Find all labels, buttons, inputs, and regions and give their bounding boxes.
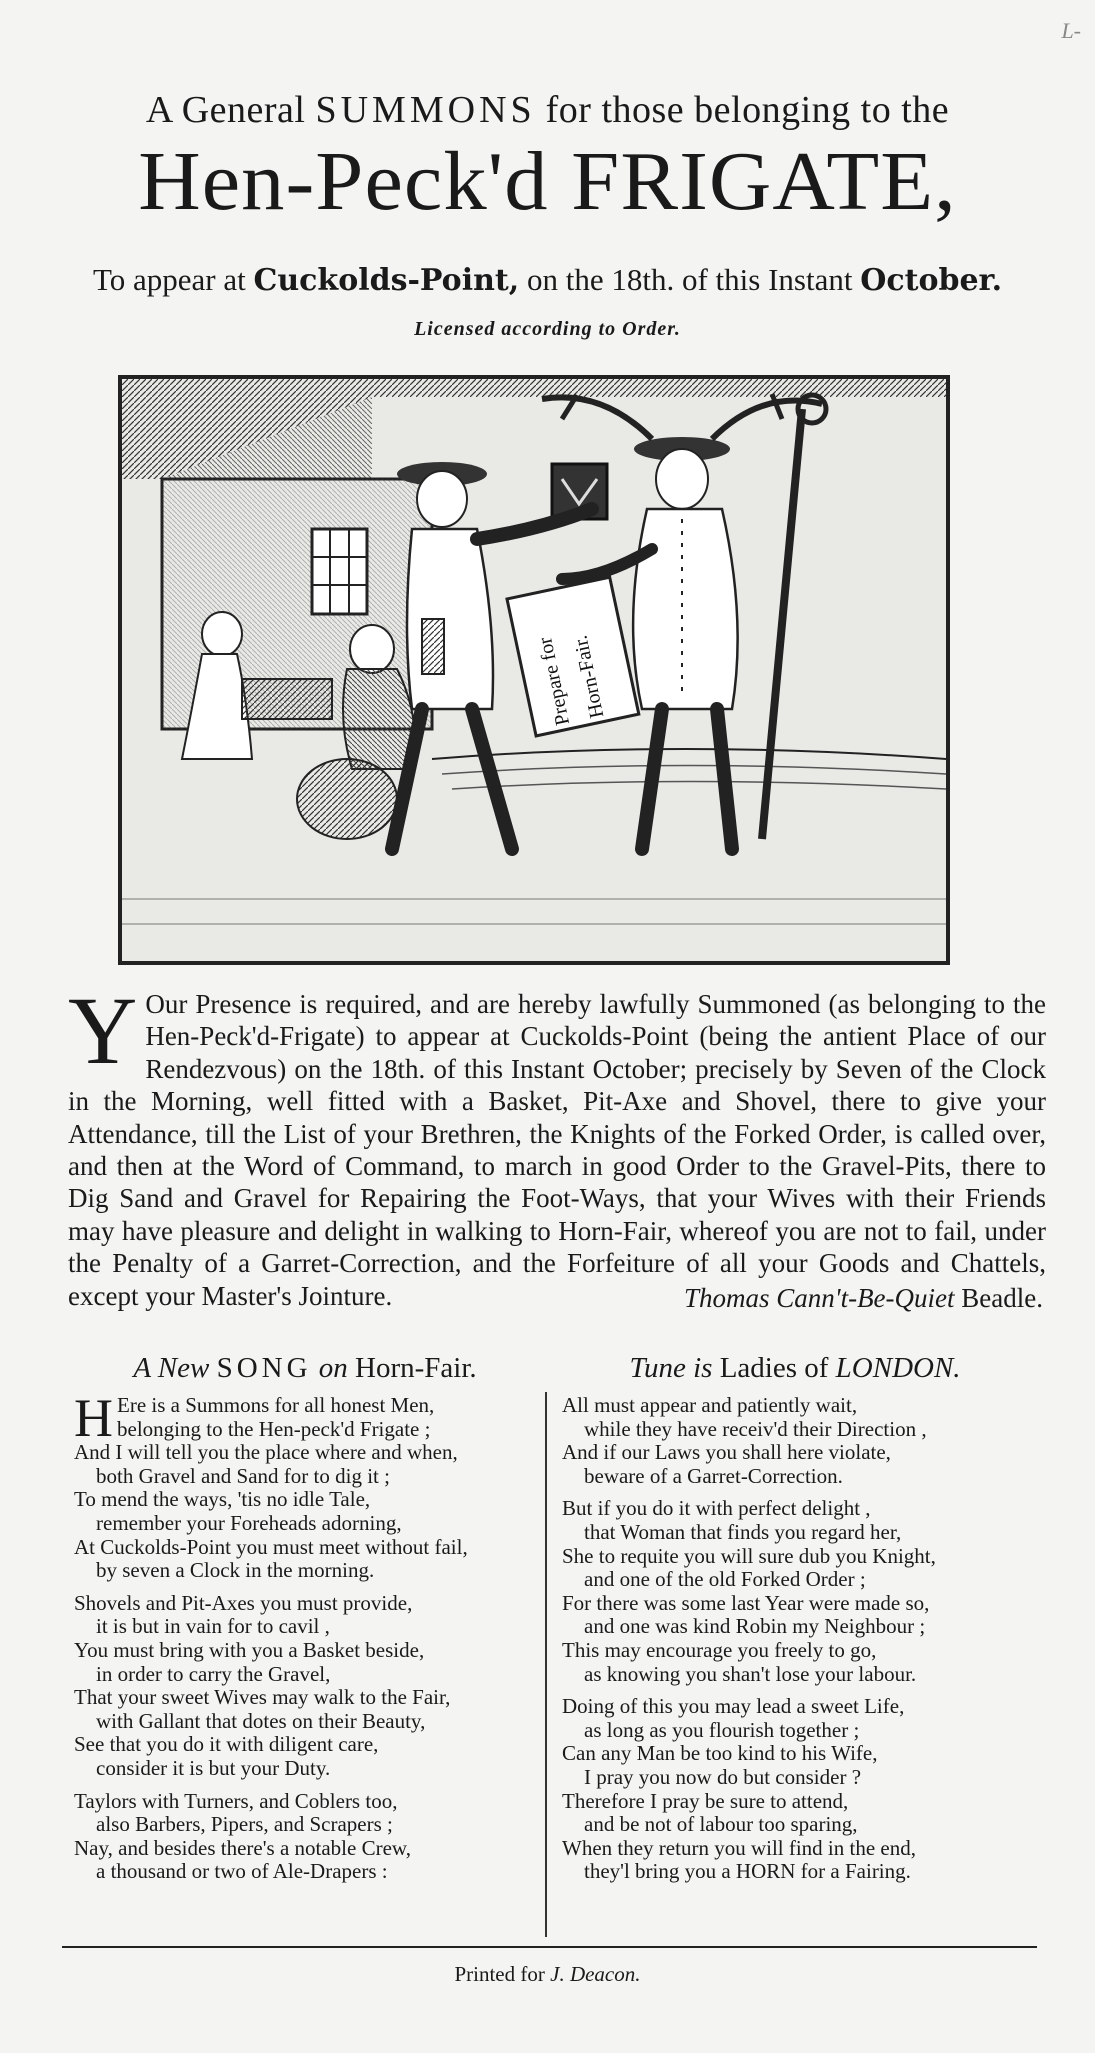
verse-line: See that you do it with diligent care, (74, 1732, 379, 1757)
woodcut-drawing (122, 379, 946, 961)
verse-line: consider it is but your Duty. (96, 1755, 331, 1780)
verse-line: Nay, and besides there's a notable Crew, (74, 1835, 411, 1860)
man-right-coat (633, 509, 738, 709)
window (312, 529, 367, 614)
song-column-right (562, 1394, 1032, 1893)
verse-line: belonging to the Hen-peck'd Frigate ; (117, 1416, 431, 1441)
verse-line: But if you do it with perfect delight , (562, 1496, 871, 1521)
summons-text: Our Presence is required, and are hereby lawfully Summoned (as belonging to the Hen-Peck'd-Frigate) to appear at Cuckolds-Point (being the antient Place of our Rendezvous) on the 18th. of this Instant October; precisely by Seven of the Clock in the Morning, well fitted with a Basket, Pit-Axe and Shovel, there to give your Attendance, till the List of your Brethren, the Knights of the Forked Order, is called over, and then at the Word of Command, to march in good Order to the Gravel-Pits, there to Dig Sand and Gravel for Repairing the Foot-Ways, that your Wives with their Friends may have pleasure and delight in walking to Horn-Fair, whereof you are not to fail, under the Penalty of a Garret-Correction, and the Forfeiture of all your Goods and Chattels, except your Master's Jointure. (68, 989, 1046, 1311)
verse-line: At Cuckolds-Point you must meet without fail, (74, 1534, 468, 1559)
stanza (562, 1497, 1032, 1686)
stanza (562, 1394, 1032, 1488)
verse-line: You must bring with you a Basket beside, (74, 1637, 425, 1662)
seated-figure-left (202, 612, 242, 656)
stanza (74, 1790, 539, 1884)
paper-text-1: Prepare for (534, 635, 575, 728)
verse-line: To mend the ways, 'tis no idle Tale, (74, 1487, 371, 1512)
footer-rule (62, 1946, 1037, 1948)
paper-text-2: Horn-Fair. (569, 633, 609, 721)
notice-paper (507, 577, 639, 736)
verse-line: For there was some last Year were made so, (562, 1590, 930, 1615)
verse-line: as knowing you shan't lose your labour. (584, 1661, 917, 1686)
header-line1: A General SUMMONS for those belonging to the (145, 89, 950, 131)
verse-line: I pray you now do but consider ? (584, 1764, 862, 1789)
tune-title: Tune is Ladies of LONDON. (629, 1352, 961, 1384)
man-right-head (656, 449, 708, 509)
verse-line: with Gallant that dotes on their Beauty, (96, 1708, 426, 1733)
verse-line: When they return you will find in the end, (562, 1835, 916, 1860)
song-title: A New SONG on Horn-Fair. (133, 1352, 477, 1384)
license-line: Licensed according to Order. (414, 318, 681, 340)
verse-line: while they have receiv'd their Direction , (584, 1416, 927, 1441)
stanza (562, 1695, 1032, 1884)
corner-mark: L- (1061, 18, 1081, 43)
verse-line: and one was kind Robin my Neighbour ; (584, 1614, 926, 1639)
summons-dropcap: Y (68, 977, 138, 1084)
printer-line: Printed for J. Deacon. (454, 1962, 641, 1986)
verse-line: by seven a Clock in the morning. (96, 1558, 375, 1583)
header-line3: To appear at Cuckolds-Point, on the 18th. of this Instant October. (92, 262, 1003, 298)
verse-line: She to requite you will sure dub you Knight, (562, 1543, 936, 1568)
signature: Thomas Cann't-Be-Quiet Beadle. (684, 1283, 1043, 1313)
main-title: Hen-Peck'd FRIGATE, (138, 135, 957, 228)
verse-line: beware of a Garret-Correction. (584, 1463, 843, 1488)
staff (762, 409, 802, 839)
man-left-coat (407, 529, 493, 709)
verse-line: that Woman that finds you regard her, (584, 1519, 902, 1544)
song-column-left (74, 1388, 539, 1893)
man-left-head (417, 471, 467, 527)
table (242, 679, 332, 719)
verse-line: both Gravel and Sand for to dig it ; (96, 1463, 390, 1488)
verse-line: And if our Laws you shall here violate, (562, 1440, 891, 1465)
stanza (74, 1388, 539, 1583)
verse-line: as long as you flourish together ; (584, 1717, 860, 1742)
barrel (297, 759, 397, 839)
verse-line: And I will tell you the place where and when, (74, 1440, 458, 1465)
verse-line: Can any Man be too kind to his Wife, (562, 1741, 878, 1766)
woodcut-illustration (118, 375, 950, 965)
verse-line: also Barbers, Pipers, and Scrapers ; (96, 1812, 393, 1837)
verse-line: and be not of labour too sparing, (584, 1812, 858, 1837)
verse-line: a thousand or two of Ale-Drapers : (96, 1859, 388, 1884)
verse-line: Ere is a Summons for all honest Men, (117, 1393, 435, 1417)
verse-line: Shovels and Pit-Axes you must provide, (74, 1590, 413, 1615)
verse-line: Doing of this you may lead a sweet Life, (562, 1694, 905, 1719)
summons-body (68, 977, 1046, 1312)
verse-line: That your sweet Wives may walk to the Fair, (74, 1685, 451, 1710)
column-divider (545, 1392, 547, 1937)
verse-line: All must appear and patiently wait, (562, 1393, 858, 1417)
verse-line: This may encourage you freely to go, (562, 1637, 877, 1662)
verse-line: remember your Foreheads adorning, (96, 1510, 402, 1535)
verse-line: it is but in vain for to cavil , (96, 1614, 330, 1639)
verse-line: Taylors with Turners, and Coblers too, (74, 1788, 398, 1813)
seated-figure-right (350, 625, 394, 673)
verse-line: and one of the old Forked Order ; (584, 1567, 866, 1592)
verse-line: Therefore I pray be sure to attend, (562, 1788, 849, 1813)
stanza (74, 1592, 539, 1781)
song-dropcap: H (74, 1388, 113, 1448)
verse-line: they'l bring you a HORN for a Fairing. (584, 1859, 911, 1884)
verse-line: in order to carry the Gravel, (96, 1661, 331, 1686)
